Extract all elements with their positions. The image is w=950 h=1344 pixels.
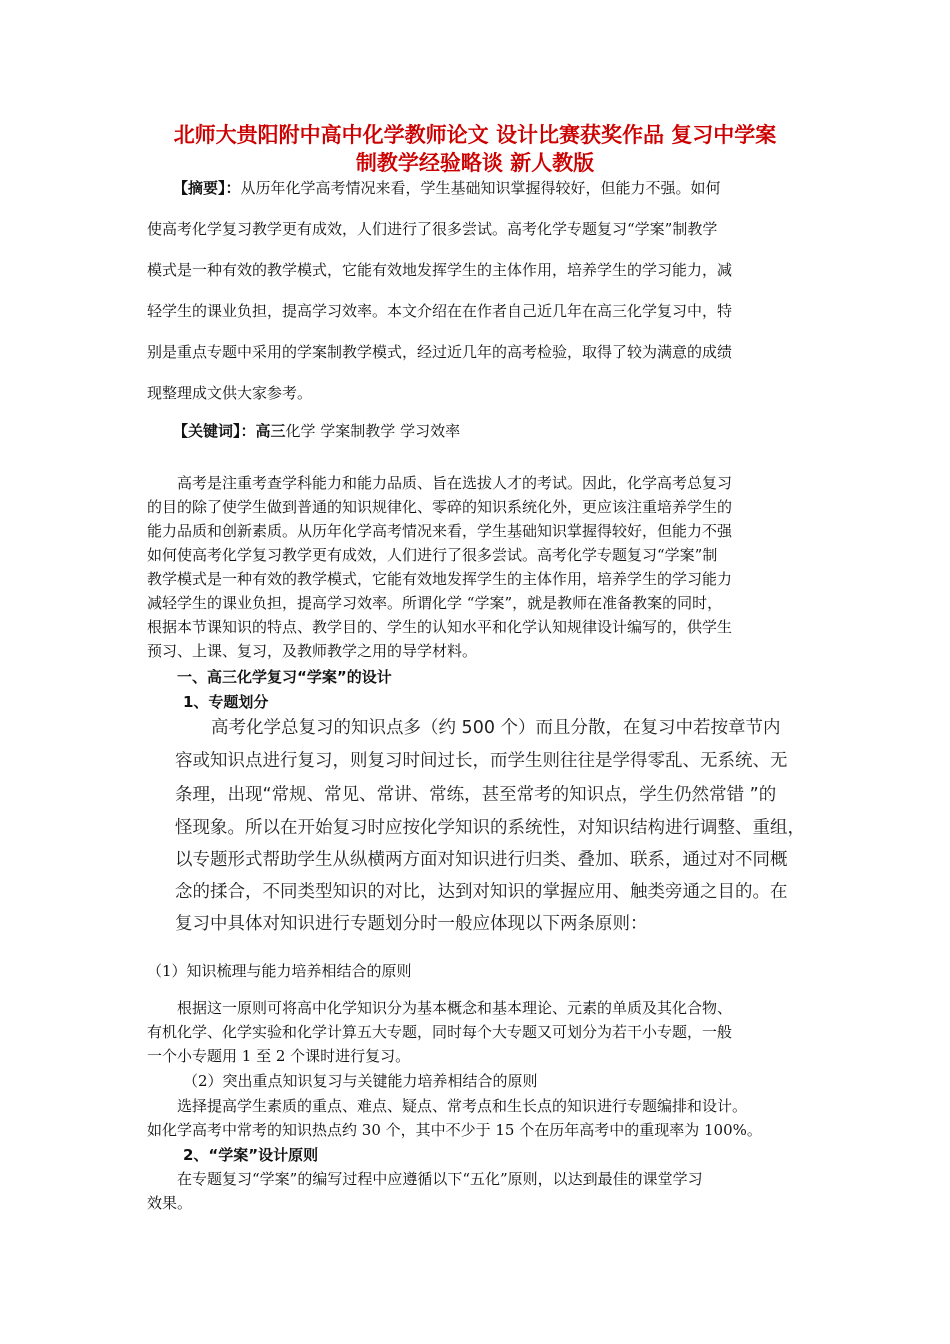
keywords-rest: 化学 学案制教学 学习效率 (285, 422, 461, 440)
intro-line-4: 如何使高考化学复习教学更有成效，人们进行了很多尝试。高考化学专题复习“学案”制 (147, 546, 718, 564)
title-line-2: 制教学经验略谈 新人教版 (355, 151, 595, 175)
intro-line-1: 高考是注重考查学科能力和能力品质、旨在选拔人才的考试。因此，化学高考总复习 (177, 474, 733, 492)
keyword-first: 高三 (255, 422, 286, 440)
section-heading-1: 一、高三化学复习“学案”的设计 (177, 668, 392, 686)
principle1-line-2: 有机化学、化学实验和化学计算五大专题，同时每个大专题又可划分为若干小专题，一般 (147, 1023, 733, 1041)
subsection-heading-2: 2、“学案”设计原则 (183, 1146, 319, 1164)
scanned-line-2: 容或知识点进行复习，则复习时间过长，而学生则往往是学得零乱、无系统、无 (175, 751, 788, 771)
abstract-label: 【摘要】： (173, 179, 241, 197)
keywords-label: 【关键词】： (173, 422, 256, 440)
scanned-line-3: 条理，出现“常规、常见、常讲、常练，甚至常考的知识点，学生仍然常错 ”的 (175, 785, 777, 805)
scanned-line-5: 以专题形式帮助学生从纵横两方面对知识进行归类、叠加、联系，通过对不同概 (175, 850, 788, 870)
scanned-line-7: 复习中具体对知识进行专题划分时一般应体现以下两条原则： (175, 914, 648, 934)
intro-line-8: 预习、上课、复习，及教师教学之用的导学材料。 (147, 642, 478, 660)
abstract-line-3: 模式是一种有效的教学模式，它能有效地发挥学生的主体作用，培养学生的学习能力，减 (147, 261, 733, 279)
intro-line-2: 的目的除了使学生做到普通的知识规律化、零碎的知识系统化外，更应该注重培养学生的 (147, 498, 733, 516)
design-line-2: 效果。 (147, 1194, 193, 1212)
principle1-line-3: 一个小专题用 1 至 2 个课时进行复习。 (147, 1047, 411, 1065)
abstract-line-2: 使高考化学复习教学更有成效，人们进行了很多尝试。高考化学专题复习“学案”制教学 (147, 220, 718, 238)
subsection-heading-1: 1、专题划分 (183, 693, 269, 711)
principle2-line-1: 选择提高学生素质的重点、难点、疑点、常考点和生长点的知识进行专题编排和设计。 (177, 1097, 748, 1115)
principle-heading-1: （1）知识梳理与能力培养相结合的原则 (147, 962, 412, 980)
intro-line-7: 根据本节课知识的特点、教学目的、学生的认知水平和化学认知规律设计编写的，供学生 (147, 618, 733, 636)
intro-line-3: 能力品质和创新素质。从历年化学高考情况来看，学生基础知识掌握得较好，但能力不强 (147, 522, 733, 540)
principle2-line-2: 如化学高考中常考的知识热点约 30 个，其中不少于 15 个在历年高考中的重现率为 100%。 (147, 1121, 762, 1139)
abstract-line-1 (173, 177, 721, 198)
abstract-line-4: 轻学生的课业负担，提高学习效率。本文介绍在在作者自己近几年在高三化学复习中，特 (147, 302, 733, 320)
scanned-line-6: 念的揉合，不同类型知识的对比，达到对知识的掌握应用、触类旁通之目的。在 (175, 882, 788, 902)
principle1-line-1: 根据这一原则可将高中化学知识分为基本概念和基本理论、元素的单质及其化合物、 (177, 999, 733, 1017)
abstract-text: 从历年化学高考情况来看，学生基础知识掌握得较好，但能力不强。如何 (240, 179, 721, 197)
abstract-line-6: 现整理成文供大家参考。 (147, 384, 313, 402)
intro-line-5: 教学模式是一种有效的教学模式，它能有效地发挥学生的主体作用，培养学生的学习能力 (147, 570, 733, 588)
scanned-line-1: 高考化学总复习的知识点多（约 500 个）而且分散，在复习中若按章节内 (211, 718, 781, 738)
principle-heading-2: （2）突出重点知识复习与关键能力培养相结合的原则 (183, 1072, 538, 1090)
keywords-line (173, 420, 460, 441)
scanned-line-4: 怪现象。所以在开始复习时应按化学知识的系统性，对知识结构进行调整、重组， (175, 818, 805, 838)
design-line-1: 在专题复习“学案”的编写过程中应遵循以下“五化”原则，以达到最佳的课堂学习 (177, 1170, 703, 1188)
abstract-line-5: 别是重点专题中采用的学案制教学模式，经过近几年的高考检验，取得了较为满意的成绩 (147, 343, 733, 361)
intro-line-6: 减轻学生的课业负担，提高学习效率。所谓化学 “学案”，就是教师在准备教案的同时， (147, 594, 723, 612)
title-line-1: 北师大贵阳附中高中化学教师论文 设计比赛获奖作品 复习中学案 (173, 123, 777, 147)
